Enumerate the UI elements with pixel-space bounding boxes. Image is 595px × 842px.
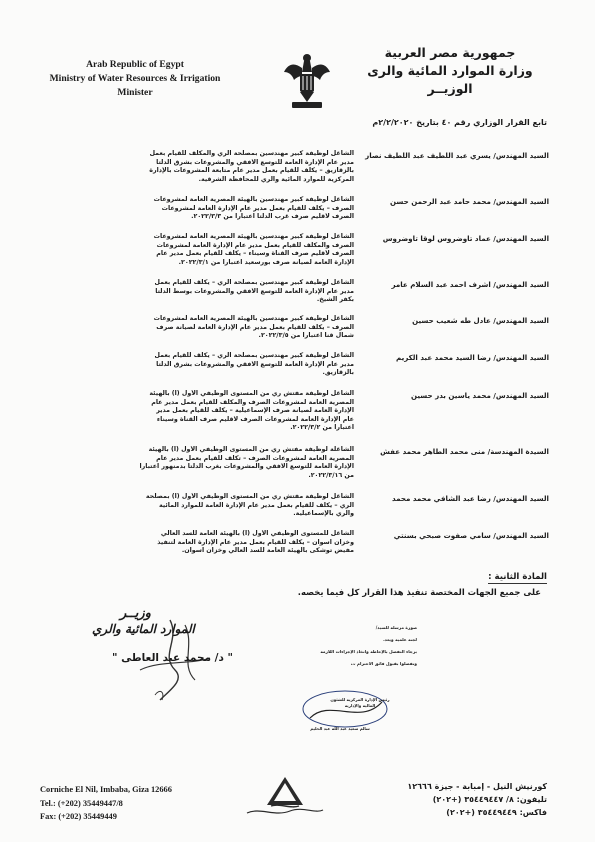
official-stamp xyxy=(300,688,390,730)
description-line: اعتباراً من ٢٠٢٢/٣/٢. xyxy=(290,424,354,432)
footer-ar-fax: فاكس: ٣٥٤٤٩٤٤٩ (+٢٠٢) xyxy=(446,808,547,817)
engineer-name: السيد المهندس/ محمد حامد عبد الرحمن حسن xyxy=(390,197,549,206)
header-arabic xyxy=(365,44,535,98)
assignment-row xyxy=(49,196,549,236)
article-two-body: على جميع الجهات المختصة تنفيذ هذا القرار كل فيما يخصه. xyxy=(297,587,541,597)
assignment-row xyxy=(49,315,549,355)
description-line: الشاغل لوظيفة كبير مهندسين بالهيئة المصرية العامة لمشروعات xyxy=(153,233,354,240)
copies-line: وتفضلوا بقبول فائق الاحترام ،،، xyxy=(350,661,417,666)
assignment-row xyxy=(49,352,549,392)
signature-title: وزيــر xyxy=(120,606,151,621)
footer-english xyxy=(40,783,230,824)
assignment-row xyxy=(49,150,549,190)
engineer-name: السيد المهندس/ سامي صفوت صبحي بسنتي xyxy=(393,531,549,540)
assignment-description xyxy=(54,493,354,519)
assignment-description xyxy=(54,196,354,222)
description-line: الإدارة العامة للتوسع الافقي والمشروعات بغرب الدلتا بدمنهور اعتباراً xyxy=(139,463,354,471)
description-line: الشاغل لوظيفة كبير مهندسين بمصلحة الري والمكلف للقيام بعمل xyxy=(149,150,354,157)
assignment-description xyxy=(54,315,354,341)
engineer-name: السيد المهندس/ عماد تاوضروس لوقا تاوضروس xyxy=(382,234,549,243)
header-en-minister: Minister xyxy=(117,87,153,98)
eagle-of-saladin-icon xyxy=(282,50,332,112)
assignment-row xyxy=(49,530,549,570)
copies-line: صورة مرسلة للسيد/ xyxy=(375,625,417,630)
description-line: عام الإدارة العامة لمشروعات الصرف لاقليم صرف القناة وسيناء xyxy=(156,415,354,423)
assignment-row xyxy=(49,493,549,533)
footer-arabic xyxy=(377,780,547,819)
assignment-row xyxy=(49,233,549,273)
assignment-row xyxy=(49,446,549,486)
engineer-name: السيد المهندس/ اشرف احمد عبد السلام عامر xyxy=(391,280,549,289)
assignment-row xyxy=(49,390,549,430)
assignment-description xyxy=(54,446,354,480)
description-line: مدير عام الإدارة العامة للتوسع الافقي والمشروعات بشرق الدلتا xyxy=(156,158,354,166)
description-line: الشاغل للمستوى الوظيفي الأول (أ) بالهيئة العامة للسد العالي xyxy=(160,530,354,537)
copies-line: لجنة علمية ويعد. xyxy=(383,637,417,642)
header-english xyxy=(40,58,230,100)
engineer-name: السيد المهندس/ عادل طه شعيب حسين xyxy=(412,316,549,325)
description-line: الشاغل لوظيفة مفتش ري من المستوى الوظيفي الأول (أ) بالهيئة xyxy=(149,390,354,397)
description-line: شمال قنا اعتباراً من ٢٠٢٢/٣/٥. xyxy=(258,332,354,340)
engineer-name: السيد المهندس/ رضا عبد الشافي محمد محمد xyxy=(392,494,549,503)
footer-ar-tel: تليفون: ٨/ ٣٥٤٤٩٤٤٧ (+٢٠٢) xyxy=(432,795,547,804)
footer-en-fax: Fax: (+202) 35449449 xyxy=(40,812,117,821)
copies-line: برجاء التفضل بالإحاطة واتخاذ الإجراءات اللازمة xyxy=(320,649,417,654)
description-line: مدير عام الإدارة العامة للتوسع الافقي والمشروعات بشرق الدلتا xyxy=(156,360,354,368)
assignment-description xyxy=(54,390,354,433)
description-line: الصرف – يكلف للقيام بعمل مدير عام الإدارة العامة لصيانة صرف xyxy=(156,323,354,331)
article-two-heading: المادة الثانية : xyxy=(488,572,547,582)
description-line: من ٢٠٢٢/٣/١٦. xyxy=(308,471,354,479)
description-line: الإدارة العامة لصيانة صرف بورسعيد اعتباراً من ٢٠٢٢/٣/١. xyxy=(178,258,354,266)
assignment-description xyxy=(54,530,354,556)
pyramid-logo-icon xyxy=(265,775,305,809)
engineer-name: السيد المهندس/ يسري عبد اللطيف عبد اللطيف نصار xyxy=(365,151,549,160)
description-line: الري – يكلف للقيام بعمل مدير عام الإدارة العامة للموارد المائية xyxy=(159,501,354,509)
description-line: الإدارة العامة لصيانة صرف الإسماعيلية – يكلف للقيام بعمل مدير xyxy=(156,407,354,415)
minister-name: " د/ محمد عبد العاطى " xyxy=(111,652,234,664)
description-line: الشاغل لوظيفة كبير مهندسين بمصلحة الري – يكلف للقيام بعمل xyxy=(154,352,354,359)
header-en-country: Arab Republic of Egypt xyxy=(86,59,184,70)
description-line: بالزقازيق. xyxy=(322,369,354,377)
description-line: المركزية للموارد المائية والري للمحافظة الشرقية. xyxy=(198,175,354,183)
description-line: بالزقازيق – يكلف للقيام بعمل مدير عام متابعة المشروعات بالإدارة xyxy=(149,167,354,175)
description-line: الشاغل لوظيفة كبير مهندسين بالهيئة المصرية العامة لمشروعات xyxy=(153,315,354,322)
header-ar-minister: الوزيــر xyxy=(427,81,473,96)
description-line: بكفر الشيخ. xyxy=(316,296,354,304)
description-line: المصرية العامة لمشروعات الصرف والمكلف للقيام بعمل مدير عام xyxy=(151,398,354,406)
assignment-row xyxy=(49,279,549,319)
description-line: وخزان أسوان – يكلف للقيام بعمل مدير عام الإدارة العامة لتنفيذ xyxy=(157,538,354,546)
engineer-name: السيد المهندس/ رضا السيد محمد عبد الكريم xyxy=(396,353,549,362)
assignment-description xyxy=(54,233,354,267)
footer-en-address: Corniche El Nil, Imbaba, Giza 12666 xyxy=(40,785,172,794)
assignment-description xyxy=(54,279,354,305)
description-line: الشاغلة لوظيفة مفتش ري من المستوى الوظيفي الأول (أ) بالهيئة xyxy=(148,446,354,453)
engineer-name: السيدة المهندسة/ منى محمد الطاهر محمد عفش xyxy=(380,447,549,456)
stamp-signatory: سالم سعيد عبد الله عبد الحليم xyxy=(310,726,370,731)
footer-wave-icon xyxy=(245,805,325,817)
description-line: الشاغل لوظيفة كبير مهندسين بمصلحة الري – يكلف للقيام بعمل xyxy=(154,279,354,286)
assignment-description xyxy=(54,352,354,378)
header-en-ministry: Ministry of Water Resources & Irrigation xyxy=(49,73,221,84)
description-line: الصرف والمكلف للقيام بعمل مدير عام الإدارة العامة لمشروعات xyxy=(156,241,354,249)
description-line: الصرف لأقليم صرف القناة وسيناء – يكلف للقيام بعمل مدير عام xyxy=(156,250,354,258)
description-line: الشاغل لوظيفة مفتش ري من المستوى الوظيفي الأول (أ) بمصلحة xyxy=(145,493,354,500)
description-line: الشاغل لوظيفة كبير مهندسين بالهيئة المصرية العامة لمشروعات xyxy=(153,196,354,203)
description-line: مفيض توشكى بالهيئة العامة للسد العالي وخزان أسوان. xyxy=(181,547,354,555)
description-line: مدير عام الإدارة العامة للتوسع الافقي والمشروعات بوسط الدلتا xyxy=(155,287,354,295)
header-ar-country: جمهورية مصر العربية xyxy=(384,45,516,60)
description-line: الصرف – يكلف للقيام بعمل مدير عام الإدارة العامة لمشروعات xyxy=(161,204,354,212)
footer-en-tel: Tel.: (+202) 35449447/8 xyxy=(40,798,123,808)
description-line: والري بالإسماعيلية. xyxy=(293,510,354,518)
description-line: المصرية العامة لمشروعات الصرف – تكلف للقيام بعمل مدير عام xyxy=(156,454,354,462)
signature-title-ministry: الموارد المائية والري xyxy=(92,622,195,636)
copies-list xyxy=(267,622,417,670)
header-ar-ministry: وزارة الموارد المائية والرى xyxy=(367,63,533,78)
engineer-name: السيد المهندس/ محمد ياسين بدر حسين xyxy=(411,391,549,400)
assignment-description xyxy=(54,150,354,184)
description-line: الصرف لاقليم صرف غرب الدلتا اعتباراً من ٢٠٢٢/٣/٣. xyxy=(191,213,354,221)
footer-ar-address: كورنيش النيل - إمبابة - جيزة ١٢٦٦٦ xyxy=(407,782,547,791)
decree-reference: تابع القرار الوزاري رقم ٤٠ بتاريخ ٢/٢/٢٠٢٠م xyxy=(372,118,547,127)
stamp-text: رئيس الإدارة المركزية للشئون المالية والإدارية xyxy=(330,697,390,708)
